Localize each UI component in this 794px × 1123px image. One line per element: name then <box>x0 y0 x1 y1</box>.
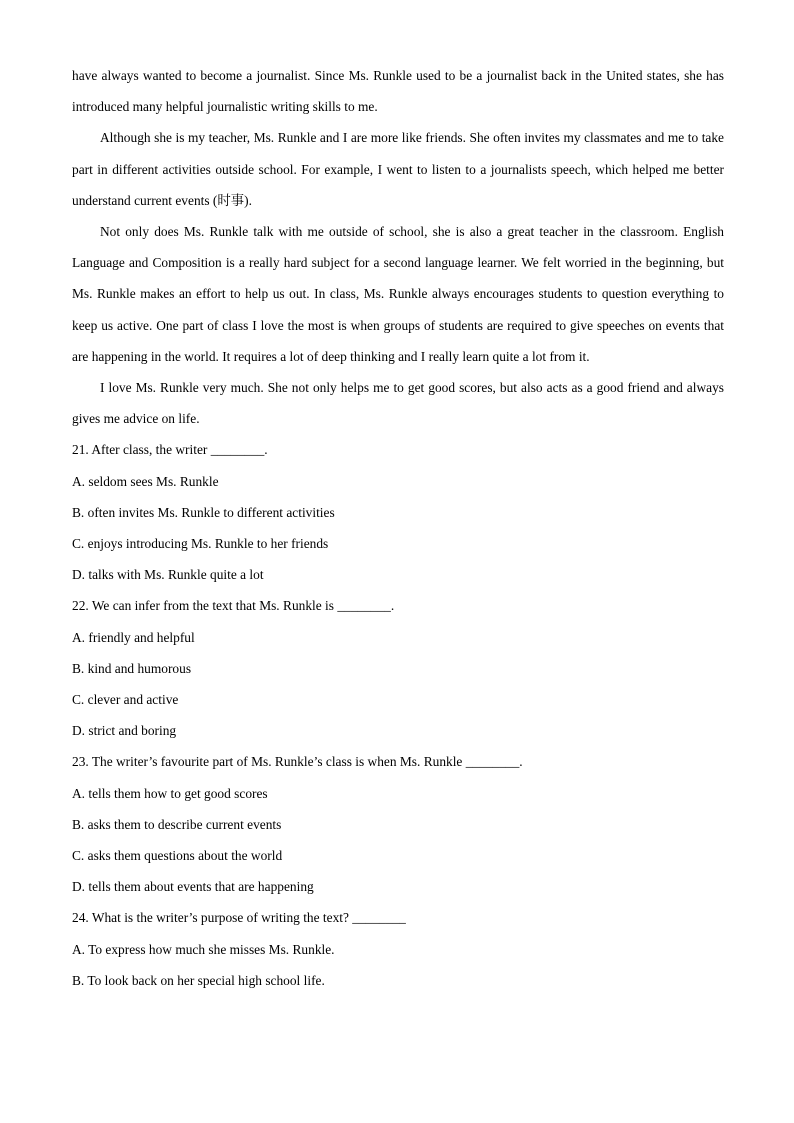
option-d: D. tells them about events that are happening <box>72 879 314 895</box>
question-stem: 23. The writer’s favourite part of Ms. Runkle’s class is when Ms. Runkle ________. <box>72 754 523 770</box>
option-d: D. talks with Ms. Runkle quite a lot <box>72 567 264 583</box>
option-b: B. asks them to describe current events <box>72 816 282 832</box>
option-a: A. To express how much she misses Ms. Runkle. <box>72 941 335 957</box>
option-b: B. often invites Ms. Runkle to different activities <box>72 504 335 520</box>
passage-paragraph-3: Not only does Ms. Runkle talk with me outside of school, she is also a great teacher in the classroom. English Language and Composition is a really hard subject for a second language learner. We felt worried in the beginning, but Ms. Runkle makes an effort to help us out. In class, Ms. Runkle always encourages students to question everything to keep us active. One part of class I love the most is when groups of students are required to give speeches on events that are happening in the world. It requires a lot of deep thinking and I really learn quite a lot from it. <box>72 224 724 364</box>
document-content <box>72 60 724 996</box>
question-stem: 22. We can infer from the text that Ms. Runkle is ________. <box>72 598 395 614</box>
option-a: A. seldom sees Ms. Runkle <box>72 473 219 489</box>
option-b: B. kind and humorous <box>72 660 192 676</box>
question-21 <box>72 434 724 590</box>
option-b: B. To look back on her special high school life. <box>72 972 325 988</box>
question-stem: 21. After class, the writer ________. <box>72 442 268 458</box>
question-stem: 24. What is the writer’s purpose of writing the text? ________ <box>72 910 406 926</box>
question-24 <box>72 902 724 996</box>
option-a: A. tells them how to get good scores <box>72 785 268 801</box>
passage-paragraph-2: Although she is my teacher, Ms. Runkle and I are more like friends. She often invites my classmates and me to take part in different activities outside school. For example, I went to listen to a journalists speech, which helped me better understand current events (时事). <box>72 130 724 208</box>
option-c: C. clever and active <box>72 692 179 708</box>
option-d: D. strict and boring <box>72 723 177 739</box>
question-23 <box>72 746 724 902</box>
option-c: C. asks them questions about the world <box>72 848 283 864</box>
passage-paragraph-1: have always wanted to become a journalist. Since Ms. Runkle used to be a journalist back in the United states, she has introduced many helpful journalistic writing skills to me. <box>72 68 724 115</box>
question-22 <box>72 590 724 746</box>
option-c: C. enjoys introducing Ms. Runkle to her friends <box>72 536 329 552</box>
option-a: A. friendly and helpful <box>72 629 195 645</box>
passage-paragraph-4: I love Ms. Runkle very much. She not only helps me to get good scores, but also acts as a good friend and always gives me advice on life. <box>72 380 724 427</box>
